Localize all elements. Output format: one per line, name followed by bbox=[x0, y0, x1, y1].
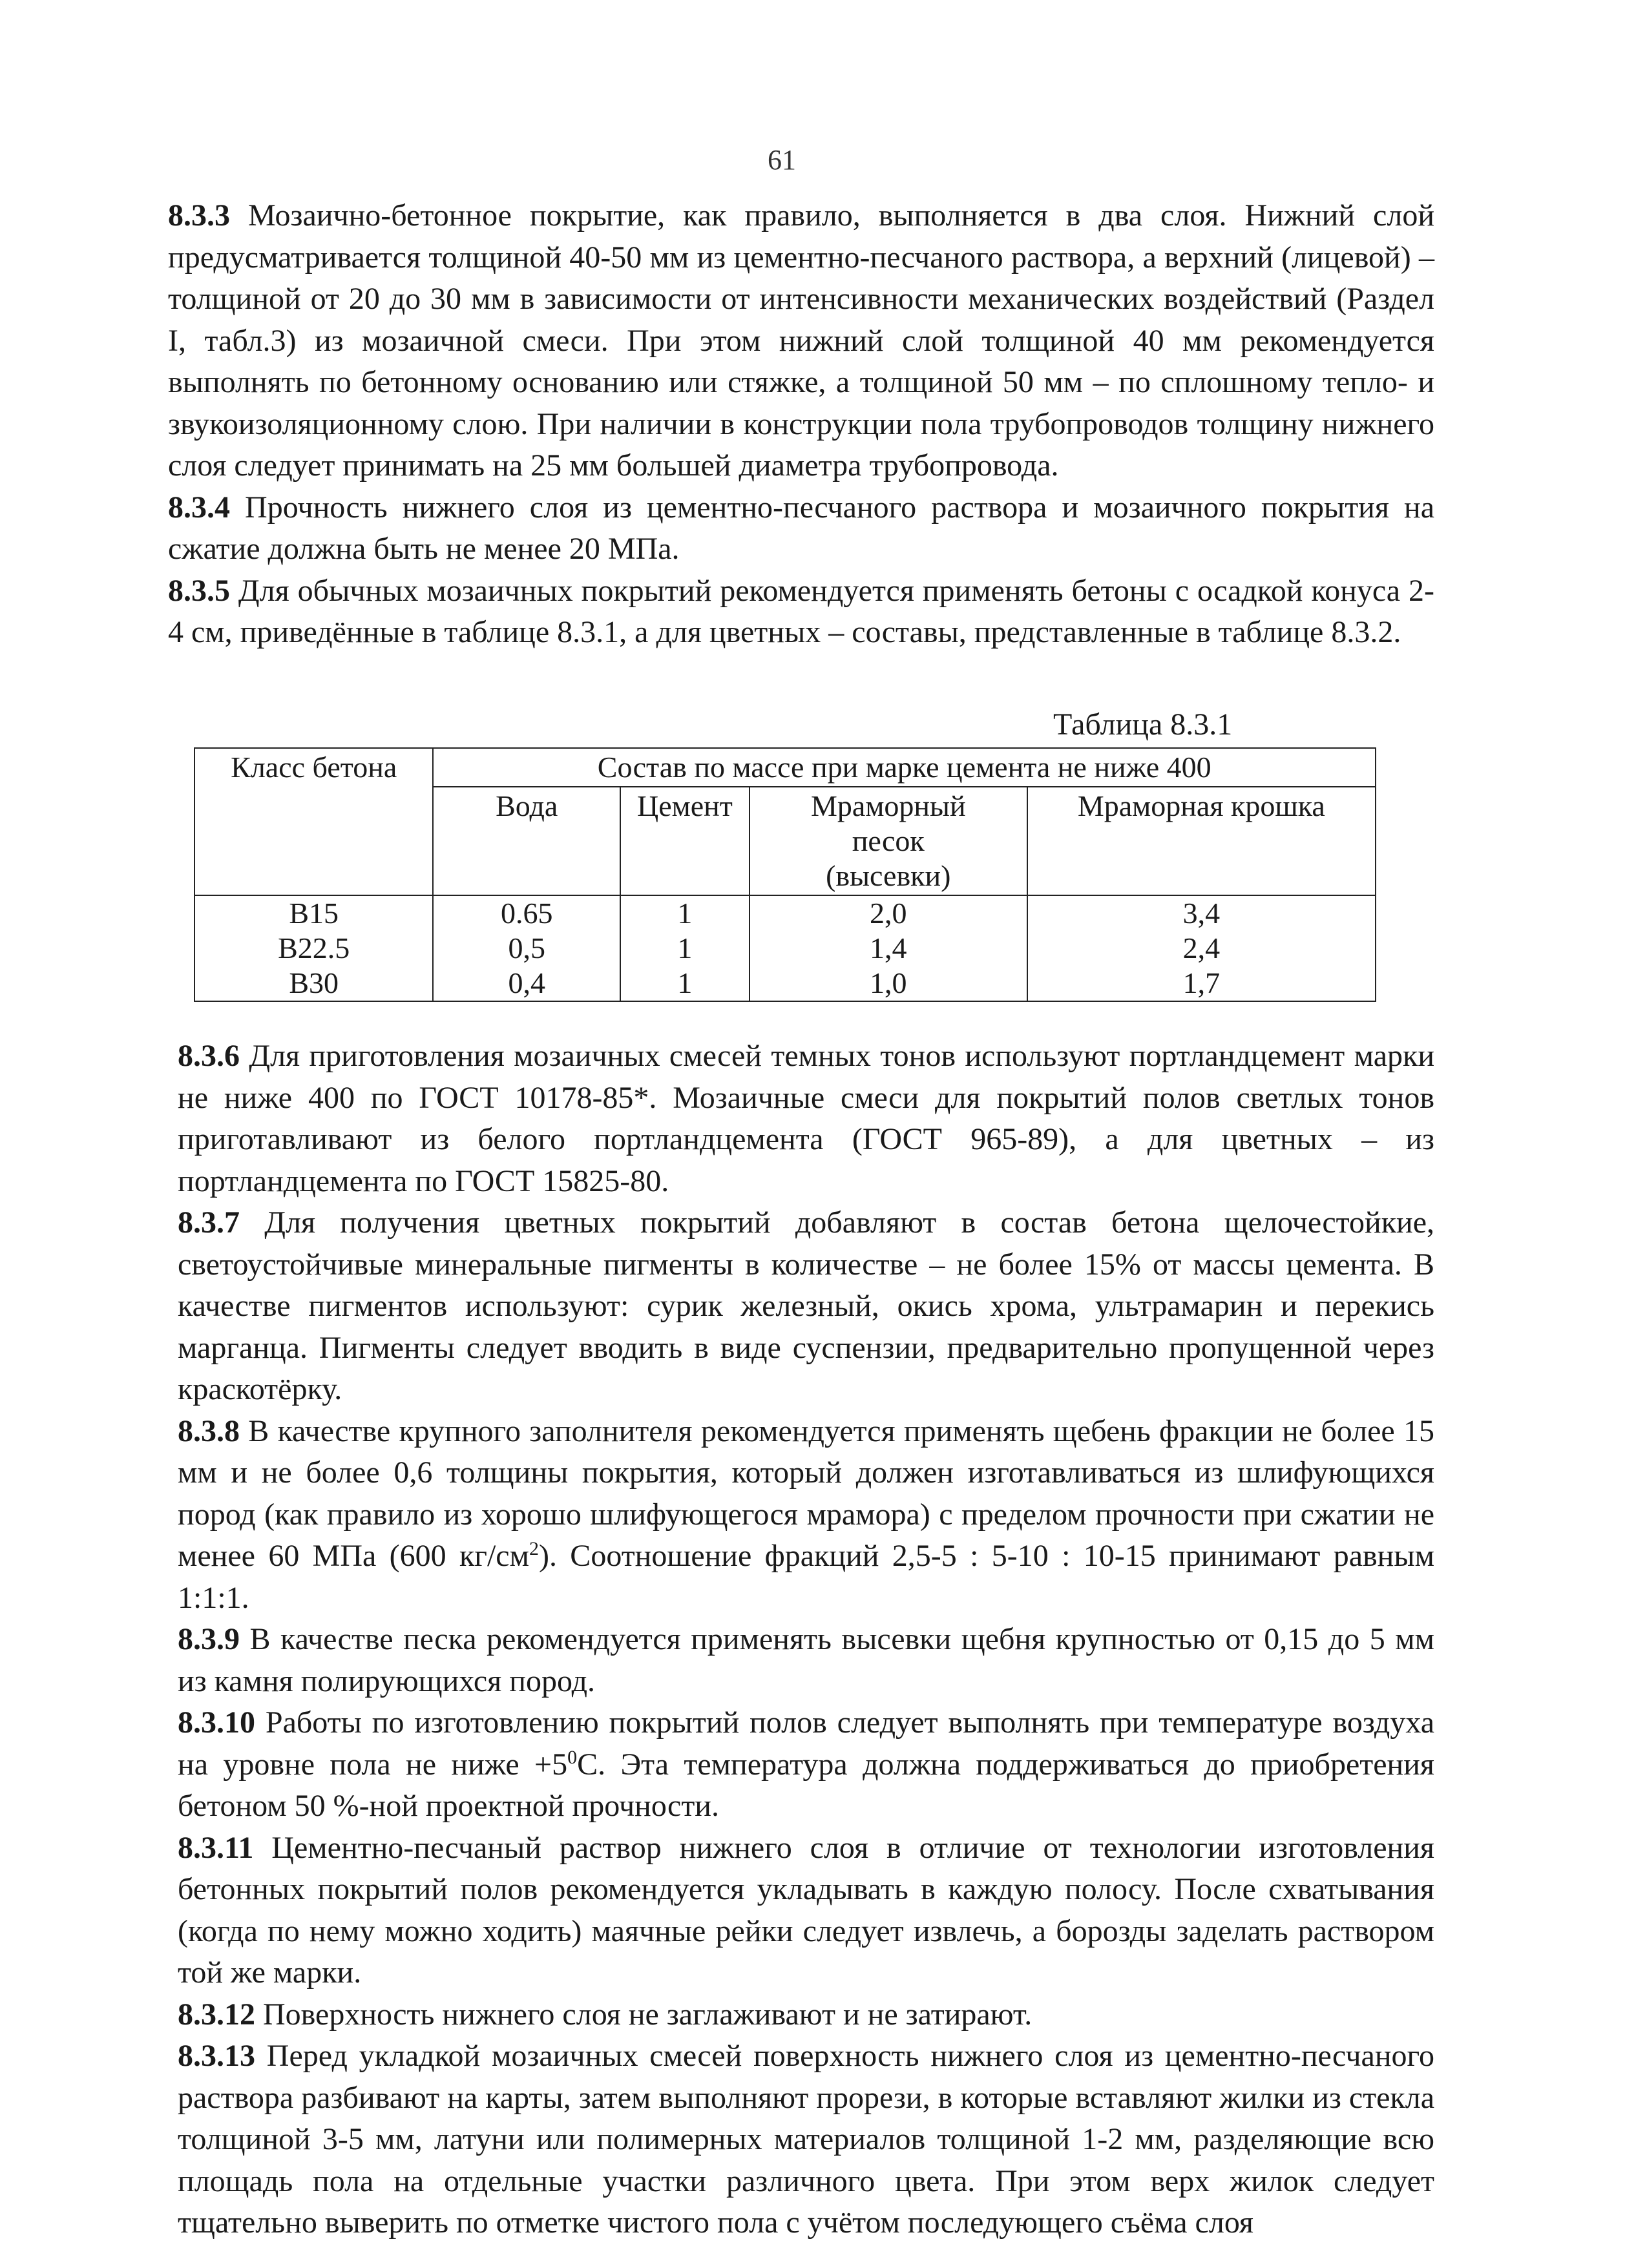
paragraph-8-3-6 bbox=[178, 1035, 1434, 1202]
paragraph-text: Прочность нижнего слоя из цементно-песчаного раствора и мозаичного покрытия на сжатие должна быть не менее 20 МПа. bbox=[168, 490, 1434, 566]
paragraph-number: 8.3.13 bbox=[178, 2039, 255, 2073]
paragraph-number: 8.3.4 bbox=[168, 490, 230, 525]
table-caption: Таблица 8.3.1 bbox=[1053, 707, 1233, 742]
paragraph-8-3-10 bbox=[178, 1702, 1434, 1827]
header-composition-group: Состав по массе при марке цемента не ниже 400 bbox=[433, 748, 1376, 787]
table-cell: 1,7 bbox=[1027, 966, 1376, 1001]
paragraph-8-3-9 bbox=[178, 1619, 1434, 1702]
table-cell: 0.65 bbox=[433, 895, 620, 931]
header-marble-sand: Мраморный песок (высевки) bbox=[750, 787, 1027, 895]
table-cell: B15 bbox=[194, 895, 433, 931]
table-cell: 1,0 bbox=[750, 966, 1027, 1001]
paragraph-8-3-4 bbox=[168, 487, 1434, 570]
paragraph-8-3-3 bbox=[168, 195, 1434, 487]
paragraph-8-3-5 bbox=[168, 570, 1434, 654]
paragraph-number: 8.3.6 bbox=[178, 1039, 240, 1073]
table-cell: 1 bbox=[620, 966, 750, 1001]
paragraph-8-3-8 bbox=[178, 1411, 1434, 1619]
header-concrete-class: Класс бетона bbox=[194, 748, 433, 895]
paragraph-text: В качестве песка рекомендуется применять высевки щебня крупностью от 0,15 до 5 мм из камня полирующихся пород. bbox=[178, 1622, 1434, 1698]
table-cell: 1 bbox=[620, 931, 750, 966]
paragraph-number: 8.3.10 bbox=[178, 1705, 255, 1740]
paragraph-text: Для приготовления мозаичных смесей темных тонов используют портландцемент марки не ниже 400 по ГОСТ 10178-85*. Мозаичные смеси для покрытий полов светлых тонов приготавливают из белого портландцемента (ГОСТ 965-89), а для цветных – из портландцемента по ГОСТ 15825-80. bbox=[178, 1039, 1434, 1198]
table-cell: 3,4 bbox=[1027, 895, 1376, 931]
paragraph-text: Мозаично-бетонное покрытие, как правило, выполняется в два слоя. Нижний слой предусматривается толщиной 40-50 мм из цементно-песчаного раствора, а верхний (лицевой) – толщиной от 20 до 30 мм в зависимости от интенсивности механических воздействий (Раздел I, табл.3) из мозаичной смеси. При этом нижний слой толщиной 40 мм рекомендуется выполнять по бетонному основанию или стяжке, а толщиной 50 мм – по сплошному тепло- и звукоизоляционному слою. При наличии в конструкции пола трубопроводов толщину нижнего слоя следует принимать на 25 мм большей диаметра трубопровода. bbox=[168, 198, 1434, 483]
paragraph-8-3-11 bbox=[178, 1827, 1434, 1994]
table-cell: B22.5 bbox=[194, 931, 433, 966]
paragraph-text: В качестве крупного заполнителя рекомендуется применять щебень фракции не более 15 мм и не более 0,6 толщины покрытия, который должен изготавливаться из шлифующихся пород (как правило из хорошо шлифующегося мрамора) с пределом прочности при сжатии не менее 60 МПа (600 кг/см bbox=[178, 1413, 1434, 1573]
page-number: 61 bbox=[768, 144, 796, 176]
paragraph-text: Работы по изготовлению покрытий полов следует выполнять при температуре воздуха на уровне пола не ниже +5 bbox=[178, 1705, 1434, 1782]
table-header-row bbox=[194, 748, 1376, 787]
table-cell: 2,0 bbox=[750, 895, 1027, 931]
paragraph-8-3-13 bbox=[178, 2035, 1434, 2244]
table-cell: 1,4 bbox=[750, 931, 1027, 966]
paragraph-text: Для обычных мозаичных покрытий рекомендуется применять бетоны с осадкой конуса 2-4 см, приведённые в таблице 8.3.1, а для цветных – составы, представленные в таблице 8.3.2. bbox=[168, 573, 1434, 649]
paragraph-number: 8.3.3 bbox=[168, 198, 230, 233]
concrete-composition-table bbox=[194, 747, 1376, 1002]
table-cell: 0,4 bbox=[433, 966, 620, 1001]
paragraph-text: Для получения цветных покрытий добавляют в состав бетона щелочестойкие, светоустойчивые минеральные пигменты в количестве – не более 15% от массы цемента. В качестве пигментов используют: сурик железный, окись хрома, ультрамарин и перекись марганца. Пигменты следует вводить в виде суспензии, предварительно пропущенной через краскотёрку. bbox=[178, 1205, 1434, 1406]
paragraph-number: 8.3.9 bbox=[178, 1622, 240, 1656]
superscript: 2 bbox=[529, 1538, 539, 1559]
table-cell: 0,5 bbox=[433, 931, 620, 966]
superscript: 0 bbox=[567, 1746, 578, 1768]
paragraph-text: Цементно-песчаный раствор нижнего слоя в отличие от технологии изготовления бетонных покрытий полов рекомендуется укладывать в каждую полосу. После схватывания (когда по нему можно ходить) маячные рейки следует извлечь, а борозды заделать раствором той же марки. bbox=[178, 1830, 1434, 1990]
paragraph-8-3-7 bbox=[178, 1202, 1434, 1411]
paragraph-number: 8.3.12 bbox=[178, 1997, 255, 2032]
paragraph-text: Поверхность нижнего слоя не заглаживают и не затирают. bbox=[255, 1997, 1033, 2032]
paragraph-8-3-12 bbox=[178, 1994, 1434, 2036]
table-row bbox=[194, 931, 1376, 966]
paragraph-text: Перед укладкой мозаичных смесей поверхность нижнего слоя из цементно-песчаного раствора разбивают на карты, затем выполняют прорези, в которые вставляют жилки из стекла толщиной 3-5 мм, латуни или полимерных материалов толщиной 1-2 мм, разделяющие всю площадь пола на отдельные участки различного цвета. При этом верх жилок следует тщательно выверить по отметке чистого пола с учётом последующего съёма слоя bbox=[178, 2039, 1434, 2240]
text-block-top bbox=[168, 195, 1434, 654]
header-marble-chips: Мраморная крошка bbox=[1027, 787, 1376, 895]
table-cell: 2,4 bbox=[1027, 931, 1376, 966]
table-cell: 1 bbox=[620, 895, 750, 931]
header-water: Вода bbox=[433, 787, 620, 895]
header-cement: Цемент bbox=[620, 787, 750, 895]
table-row bbox=[194, 895, 1376, 931]
table-row bbox=[194, 966, 1376, 1001]
paragraph-text: ). Соотношение фракций 2,5-5 : 5-10 : 10-15 принимают равным 1:1:1. bbox=[178, 1539, 1434, 1615]
paragraph-number: 8.3.8 bbox=[178, 1413, 240, 1448]
text-block-bottom bbox=[178, 1035, 1434, 2244]
paragraph-number: 8.3.7 bbox=[178, 1205, 240, 1240]
paragraph-text: С. Эта температура должна поддерживаться до приобретения бетоном 50 %-ной проектной прочности. bbox=[178, 1747, 1435, 1823]
paragraph-number: 8.3.5 bbox=[168, 573, 230, 608]
paragraph-number: 8.3.11 bbox=[178, 1830, 254, 1865]
table-cell: B30 bbox=[194, 966, 433, 1001]
